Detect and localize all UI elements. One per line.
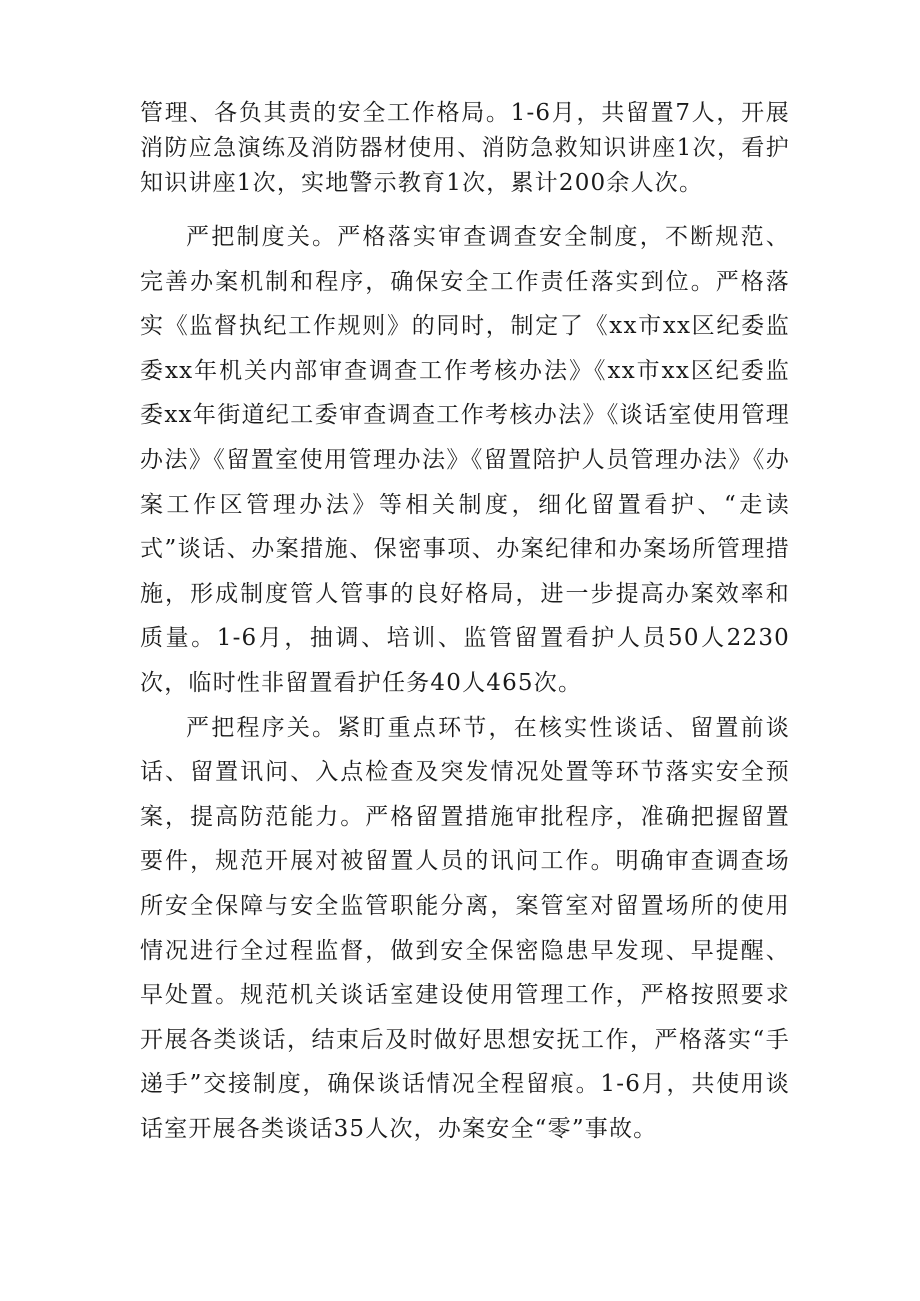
document-body: [140, 96, 790, 1151]
paragraph-system-check: 严把制度关。严格落实审查调查安全制度，不断规范、完善办案机制和程序，确保安全工作责任落实到位。严格落实《监督执纪工作规则》的同时，制定了《xx市xx区纪委监委xx年机关内部审查调查工作考核办法》《xx市xx区纪委监委xx年街道纪工委审查调查工作考核办法》《谈话室使用管理办法》《留置室使用管理办法》《留置陪护人员管理办法》《办案工作区管理办法》等相关制度，细化留置看护、“走读式”谈话、办案措施、保密事项、办案纪律和办案场所管理措施，形成制度管人管事的良好格局，进一步提高办案效率和质量。1-6月，抽调、培训、监管留置看护人员50人2230次，临时性非留置看护任务40人465次。: [140, 224, 790, 696]
paragraph-continuation: 管理、各负其责的安全工作格局。1-6月，共留置7人，开展消防应急演练及消防器材使用、消防急救知识讲座1次，看护知识讲座1次，实地警示教育1次，累计200余人次。: [140, 100, 790, 196]
paragraph-procedure-check: 严把程序关。紧盯重点环节，在核实性谈话、留置前谈话、留置讯问、入点检查及突发情况处置等环节落实安全预案，提高防范能力。严格留置措施审批程序，准确把握留置要件，规范开展对被留置人员的讯问工作。明确审查调查场所安全保障与安全监管职能分离，案管室对留置场所的使用情况进行全过程监督，做到安全保密隐患早发现、早提醒、早处置。规范机关谈话室建设使用管理工作，严格按照要求开展各类谈话，结束后及时做好思想安抚工作，严格落实“手递手”交接制度，确保谈话情况全程留痕。1-6月，共使用谈话室开展各类谈话35人次，办案安全“零”事故。: [140, 714, 790, 1142]
